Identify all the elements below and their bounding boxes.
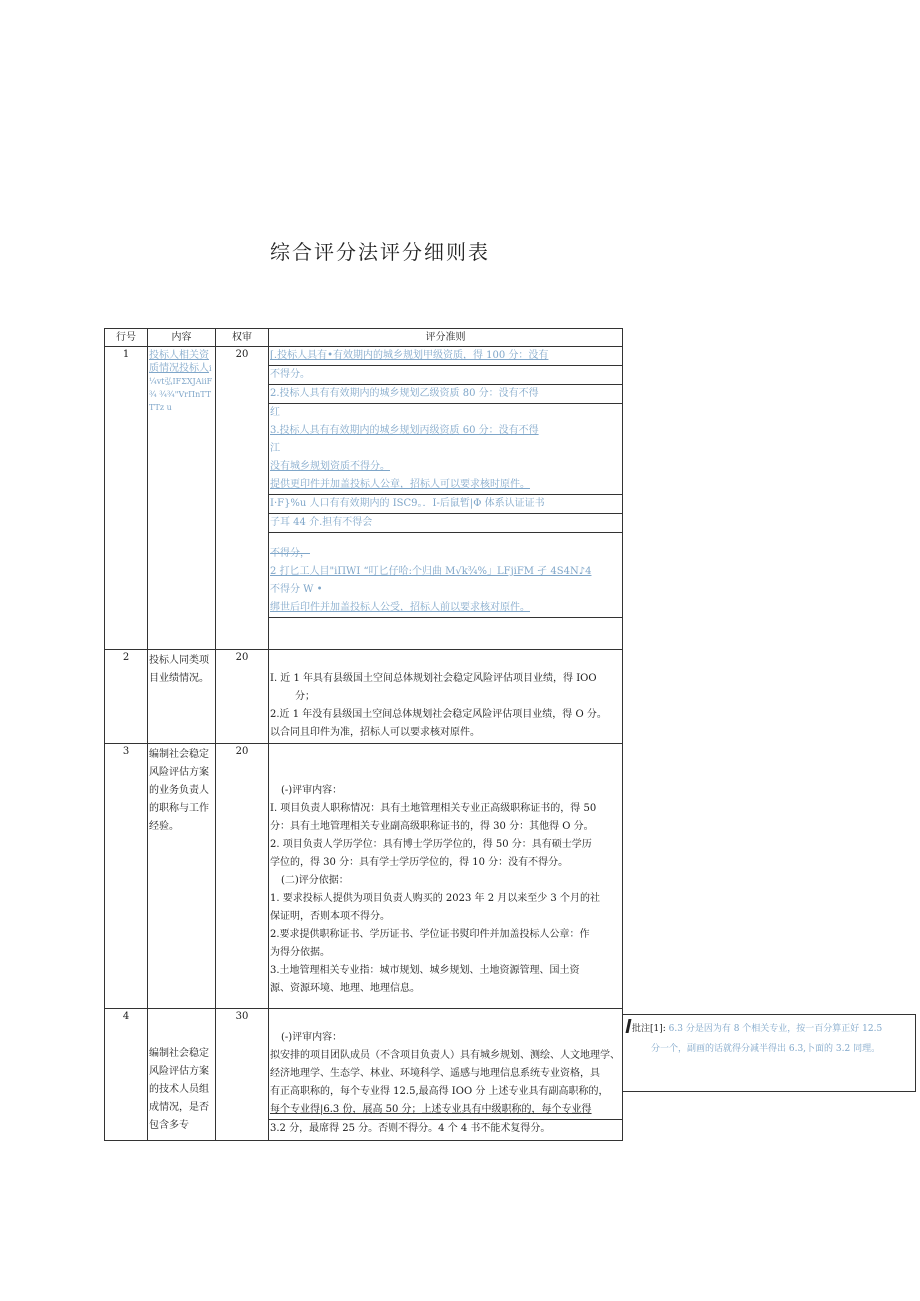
comment-label: 批注[1]: [632,1024,666,1034]
table-row [105,744,623,1009]
row-content: 编制社会稳定风险评估方案的业务负责人的职称与工作经验。 [148,744,216,1009]
row-weight: 20 [216,744,269,1009]
row-criteria [269,1009,623,1141]
criteria-line: 每个专业得|6.3 份，展高 50 分；上述专业具有中级职称的，每个专业得 [270,1104,592,1115]
criteria-line: 拟安排的项目团队成员（不含项目负责人）具有城乡规划、测绘、人文地理学、 [270,1050,620,1061]
criteria-line: 红 [269,403,622,422]
header-weight: 权审 [216,329,269,347]
criteria-gap [269,532,622,545]
comment-first-line [627,1019,909,1039]
criteria-line: 源、资源环境、地理、地理信息。 [270,983,420,994]
criteria-line: (二)评分依据： [281,875,349,886]
table-row [105,347,623,650]
scoring-table [104,328,623,1141]
criteria-line: 分； [295,691,315,702]
row-content [148,347,216,650]
criteria-line: 2. 项目负责人学历学位：具有博士学历学位的，得 50 分：具有硕士学历 [270,839,592,850]
criteria-line: 提供更印件并加盖投标人公章，招标人可以要求核时原件。 [270,479,530,490]
row-content-text: 投标人相关资质情况投标人 [149,350,209,374]
criteria-gap [269,744,622,782]
criteria-line: 2.近 1 年没有县级国土空间总体规划社会稳定风险评估项目业绩，得 O 分。 [270,709,607,720]
header-criteria: 评分准则 [269,329,623,347]
criteria-line: 学位的，得 30 分：具有学士学历学位的，得 10 分：没有不得分。 [270,857,569,868]
header-no: 行号 [105,329,148,347]
row-no: 2 [105,650,148,744]
row-no: 3 [105,744,148,1009]
review-comment[interactable] [622,1014,916,1092]
row-content-extra: i¼vt弘IFΣXJAiiF¾ ¾¾"VrΠnTTTTz u [149,364,213,412]
criteria-line: (-)评审内容： [281,1032,343,1043]
table-row [105,650,623,744]
header-content: 内容 [148,329,216,347]
criteria-line: 绑世后印件并加盖投标人公受，招标人前以要求核对原件。 [270,602,530,613]
criteria-line: 保证明，否则本项不得分。 [270,911,390,922]
comment-text-2: 分一个，副画的话就得分减半得出 6.3,卜面的 3.2 同理。 [651,1044,881,1054]
row-criteria [269,744,623,1009]
criteria-line: [.投标人具有•有效期内的城乡规划甲级资质，得 100 分：没有 [270,350,549,361]
page-title: 综合评分法评分细则表 [270,240,490,264]
criteria-line: 以合同且印件为准，招标人可以要求核对原件。 [270,727,480,738]
table-header-row [105,329,623,347]
row-criteria [269,347,623,650]
criteria-line: 2.投标人具有有效期内的城乡规划乙级资质 80 分：没有不得 [269,384,622,403]
row-weight: 20 [216,650,269,744]
criteria-line: 不得分。 [269,365,622,384]
table-row [105,1009,623,1141]
row-no: 4 [105,1009,148,1141]
criteria-line: 3.土地管理相关专业指：城市规划、城乡规划、土地资源管理、国土资 [270,965,580,976]
row-content: 编制社会稳定风险评估方案的技术人员组成情况，是否包含多专 [148,1009,216,1141]
comment-marker-icon [626,1019,632,1033]
comment-text-1: 6.3 分是因为有 8 个相关专业，按一百分算正好 12.5 [668,1024,883,1034]
criteria-line: I. 近 1 年具有县级国土空间总体规划社会稳定风险评估项目业绩，得 IOO [270,673,597,684]
row-weight: 30 [216,1009,269,1141]
criteria-gap [269,617,622,624]
criteria-line: 分：具有土地管理相关专业副高级职称证书的，得 30 分：其他得 O 分。 [270,821,594,832]
criteria-line: 没有城乡规划资质不得分。 [270,461,390,472]
criteria-line: 1. 要求投标人提供为项目负责人购买的 2023 年 2 月以来至少 3 个月的社 [270,893,600,904]
row-criteria [269,650,623,744]
row-weight: 20 [216,347,269,650]
criteria-gap [269,1009,622,1029]
criteria-gap [269,650,622,670]
criteria-line: I·F}%u 人口有有效期内的 ISC9。．I-后鼠暂|Φ 体系认证证书 [269,494,622,513]
criteria-line: 子耳 44 介.担有不得会 [269,513,622,532]
criteria-line: 2.要求提供职称证书、学历证书、学位证书熨印件并加盖投标人公章：作 [270,929,590,940]
criteria-line: 不得分 W • [270,584,323,595]
criteria-line: (-)评审内容： [281,785,343,796]
criteria-line: 经济地理学、生态学、林业、环境科学、遥感与地理信息系统专业资格，具 [270,1068,600,1079]
criteria-line: 为得分依据。 [270,947,330,958]
criteria-line: 有正高职称的，每个专业得 12.5,最高得 IOO 分 上述专业具有副高职称的， [270,1086,609,1097]
criteria-line: 3.2 分，最席得 25 分。否则不得分。4 个 4 书不能术复得分。 [269,1119,622,1138]
criteria-line: I. 项目负责人职称情况：具有土地管理相关专业正高级职称证书的，得 50 [270,803,597,814]
row-no: 1 [105,347,148,650]
criteria-line: 2 打匕工人目"iΠWI “叮匕仔哈:个归曲 M√k¾%」LFjiFM 孑 4S4N♪4 [270,566,592,577]
criteria-line: 江 [270,443,280,454]
row-content: 投标人同类项目业绩情况。 [148,650,216,744]
criteria-line: 不得分， [270,548,310,559]
criteria-line: 3.投标人具有有效期内的城乡规划丙级资质 60 分：没有不得 [270,425,539,436]
